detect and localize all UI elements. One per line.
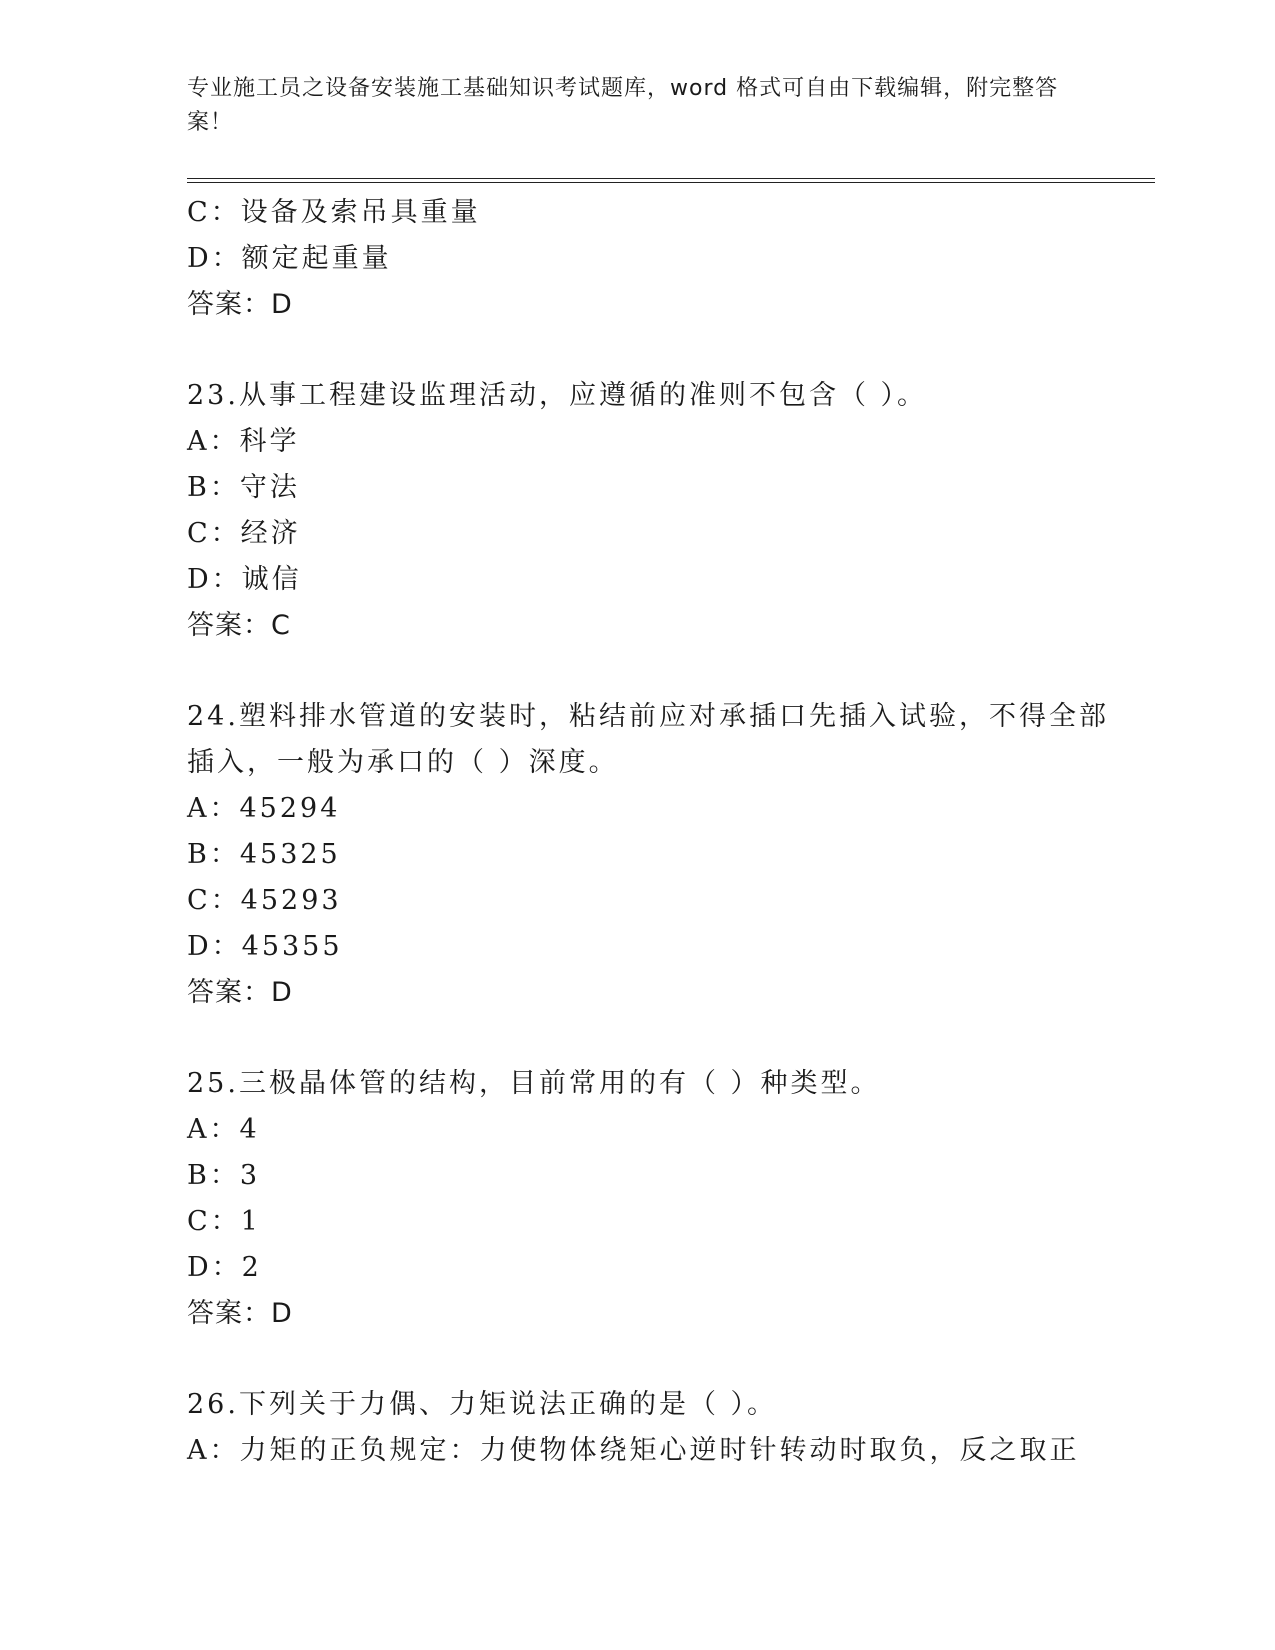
option-a: A：科学 xyxy=(187,426,300,457)
option-a: A：力矩的正负规定：力使物体绕矩心逆时针转动时取负，反之取正 xyxy=(187,1435,1080,1466)
option-b: B：守法 xyxy=(187,472,300,503)
question-stem-continued: 插入，一般为承口的（ ）深度。 xyxy=(187,747,619,778)
option-a: A：4 xyxy=(187,1114,260,1145)
option-c: C：经济 xyxy=(187,518,301,549)
option-c: C：45293 xyxy=(187,885,342,916)
spacer xyxy=(187,1337,1087,1382)
answer: 答案：D xyxy=(187,289,293,320)
spacer xyxy=(187,328,1087,373)
question-stem: 25.三极晶体管的结构，目前常用的有（ ）种类型。 xyxy=(187,1068,881,1099)
option-b: B：45325 xyxy=(187,839,341,870)
option-b: B：3 xyxy=(187,1160,261,1191)
answer: 答案：D xyxy=(187,1298,293,1329)
spacer xyxy=(187,1016,1087,1061)
page-header xyxy=(187,72,1067,140)
header-text: 专业施工员之设备安装施工基础知识考试题库，word 格式可自由下载编辑，附完整答案！ xyxy=(187,76,1059,135)
option-d: D：额定起重量 xyxy=(187,243,392,274)
question-list xyxy=(187,190,1109,1474)
spacer xyxy=(187,649,1087,694)
question-stem: 23.从事工程建设监理活动，应遵循的准则不包含（ ）。 xyxy=(187,380,928,411)
option-c: C：1 xyxy=(187,1206,261,1237)
option-a: A：45294 xyxy=(187,793,341,824)
header-divider xyxy=(187,178,1155,183)
option-d: D：诚信 xyxy=(187,564,302,595)
answer: 答案：D xyxy=(187,977,293,1008)
question-stem: 24.塑料排水管道的安装时，粘结前应对承插口先插入试验，不得全部 xyxy=(187,701,1109,732)
question-stem: 26.下列关于力偶、力矩说法正确的是（ ）。 xyxy=(187,1389,778,1420)
option-c: C：设备及索吊具重量 xyxy=(187,197,481,228)
option-d: D：2 xyxy=(187,1252,262,1283)
option-d: D：45355 xyxy=(187,931,343,962)
answer: 答案：C xyxy=(187,610,291,641)
